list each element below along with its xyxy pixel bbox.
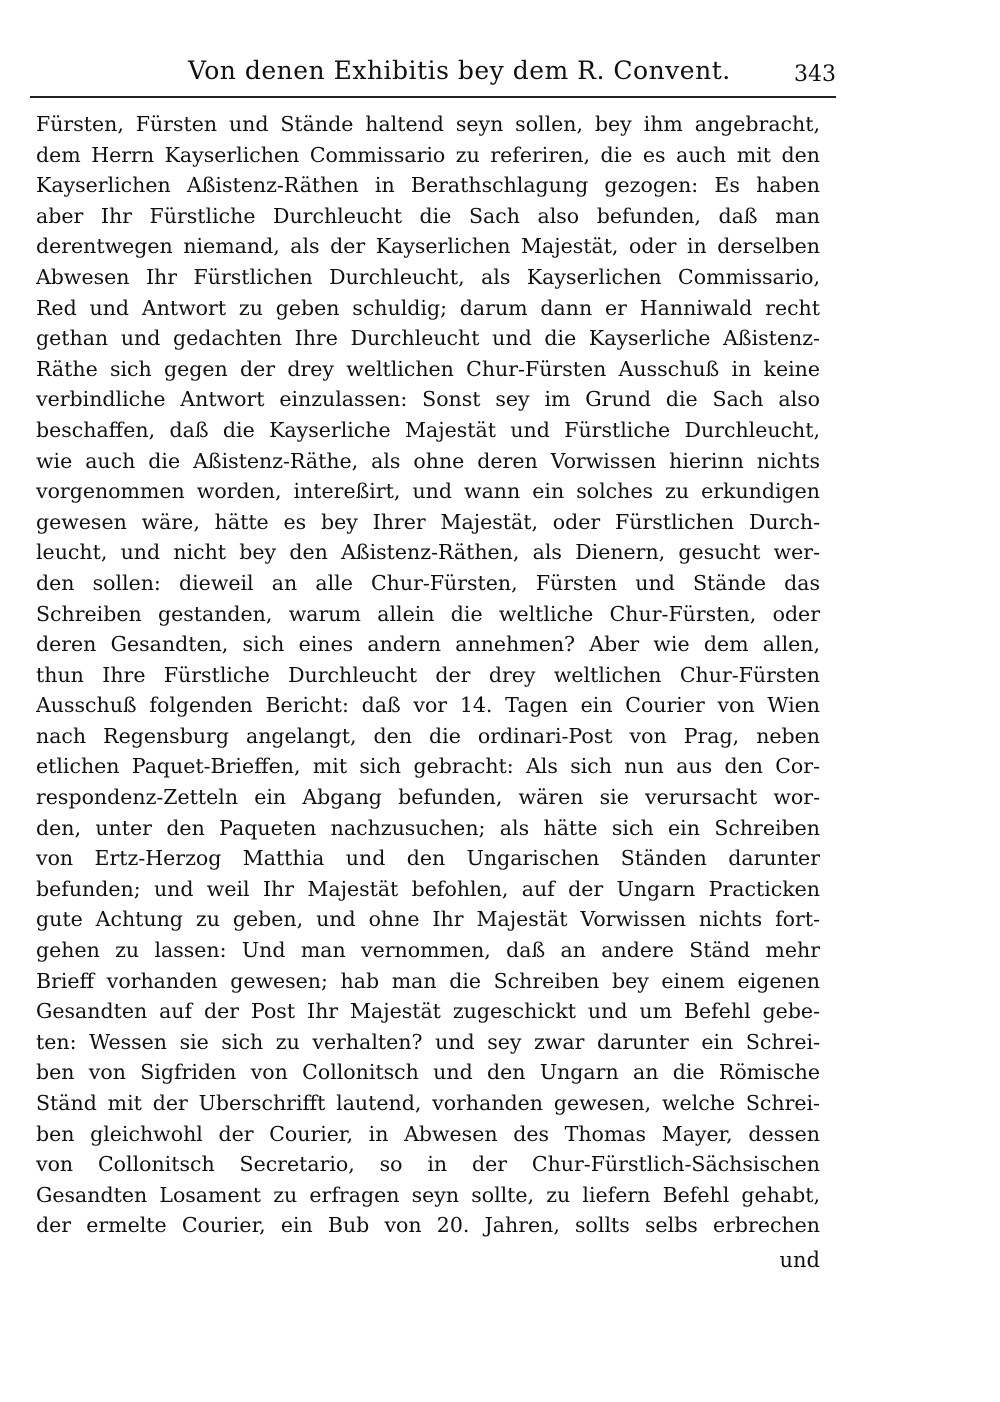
text-line: Red und Antwort zu geben schuldig; darum dann er Hanniwald recht xyxy=(36,295,820,320)
running-head: Von denen Exhibitis bey dem R. Convent. xyxy=(188,56,731,85)
text-line: thun Ihre Fürstliche Durchleucht der drey weltlichen Chur-Fürsten xyxy=(36,662,820,687)
text-line: Ausschuß folgenden Bericht: daß vor 14. Tagen ein Courier von Wien xyxy=(36,693,820,718)
text-line: von Collonitsch Secretario, so in der Chur-Fürstlich-Sächsischen xyxy=(36,1152,820,1177)
body-text xyxy=(36,109,820,1241)
text-line: befunden; und weil Ihr Majestät befohlen, auf der Ungarn Practicken xyxy=(36,876,820,901)
text-line: Gesandten Losament zu erfragen seyn sollte, zu liefern Befehl gehabt, xyxy=(36,1182,820,1207)
text-line: ben gleichwohl der Courier, in Abwesen des Thomas Mayer, dessen xyxy=(36,1121,820,1146)
text-line: Schreiben gestanden, warum allein die weltliche Chur-Fürsten, oder xyxy=(36,601,820,626)
text-line: verbindliche Antwort einzulassen: Sonst sey im Grund die Sach also xyxy=(36,387,820,412)
text-line: ten: Wessen sie sich zu verhalten? und sey zwar darunter ein Schrei- xyxy=(36,1029,820,1054)
text-line: wie auch die Aßistenz-Räthe, als ohne deren Vorwissen hierinn nichts xyxy=(36,448,820,473)
text-line: Abwesen Ihr Fürstlichen Durchleucht, als Kayserlichen Commissario, xyxy=(36,264,820,289)
text-line: Ständ mit der Uberschrifft lautend, vorhanden gewesen, welche Schrei- xyxy=(36,1091,820,1115)
text-line: aber Ihr Fürstliche Durchleucht die Sach also befunden, daß man xyxy=(36,203,820,228)
text-line: den sollen: dieweil an alle Chur-Fürsten, Fürsten und Stände das xyxy=(36,570,820,595)
text-line: derentwegen niemand, als der Kayserlichen Majestät, oder in derselben xyxy=(36,234,820,259)
text-line: deren Gesandten, sich eines andern annehmen? Aber wie dem allen, xyxy=(36,632,820,657)
header-rule xyxy=(30,96,836,98)
text-line: Kayserlichen Aßistenz-Räthen in Berathschlagung gezogen: Es haben xyxy=(36,173,820,198)
page-number: 343 xyxy=(794,62,836,87)
text-line: nach Regensburg angelangt, den die ordinari-Post von Prag, neben xyxy=(36,723,820,748)
text-line: gehen zu lassen: Und man vernommen, daß an andere Ständ mehr xyxy=(36,938,820,963)
catchword: und xyxy=(779,1248,820,1272)
text-line: beschaffen, daß die Kayserliche Majestät und Fürstliche Durchleucht, xyxy=(36,417,820,442)
text-line: Räthe sich gegen der drey weltlichen Chur-Fürsten Ausschuß in keine xyxy=(36,356,820,381)
text-line: etlichen Paquet-Brieffen, mit sich gebracht: Als sich nun aus den Cor- xyxy=(36,754,820,779)
text-line: respondenz-Zetteln ein Abgang befunden, wären sie verursacht wor- xyxy=(36,785,820,810)
text-line: vorgenommen worden, intereßirt, und wann ein solches zu erkundigen xyxy=(36,479,820,504)
text-line: gewesen wäre, hätte es bey Ihrer Majestät, oder Fürstlichen Durch- xyxy=(36,509,820,534)
text-line: dem Herrn Kayserlichen Commissario zu referiren, die es auch mit den xyxy=(36,142,820,167)
text-line: den, unter den Paqueten nachzusuchen; als hätte sich ein Schreiben xyxy=(36,815,820,840)
text-line: von Ertz-Herzog Matthia und den Ungarischen Ständen darunter xyxy=(36,846,820,871)
text-line: leucht, und nicht bey den Aßistenz-Räthen, als Dienern, gesucht wer- xyxy=(36,540,820,565)
text-line: ben von Sigfriden von Collonitsch und den Ungarn an die Römische xyxy=(36,1060,820,1085)
text-line: der ermelte Courier, ein Bub von 20. Jahren, sollts selbs erbrechen xyxy=(36,1213,820,1238)
text-line: gute Achtung zu geben, und ohne Ihr Majestät Vorwissen nichts fort- xyxy=(36,907,820,932)
text-line: Brieff vorhanden gewesen; hab man die Schreiben bey einem eigenen xyxy=(36,968,820,993)
text-line: Gesandten auf der Post Ihr Majestät zugeschickt und um Befehl gebe- xyxy=(36,999,820,1024)
text-line: Fürsten, Fürsten und Stände haltend seyn sollen, bey ihm angebracht, xyxy=(36,112,820,136)
text-line: gethan und gedachten Ihre Durchleucht und die Kayserliche Aßistenz- xyxy=(36,326,820,351)
